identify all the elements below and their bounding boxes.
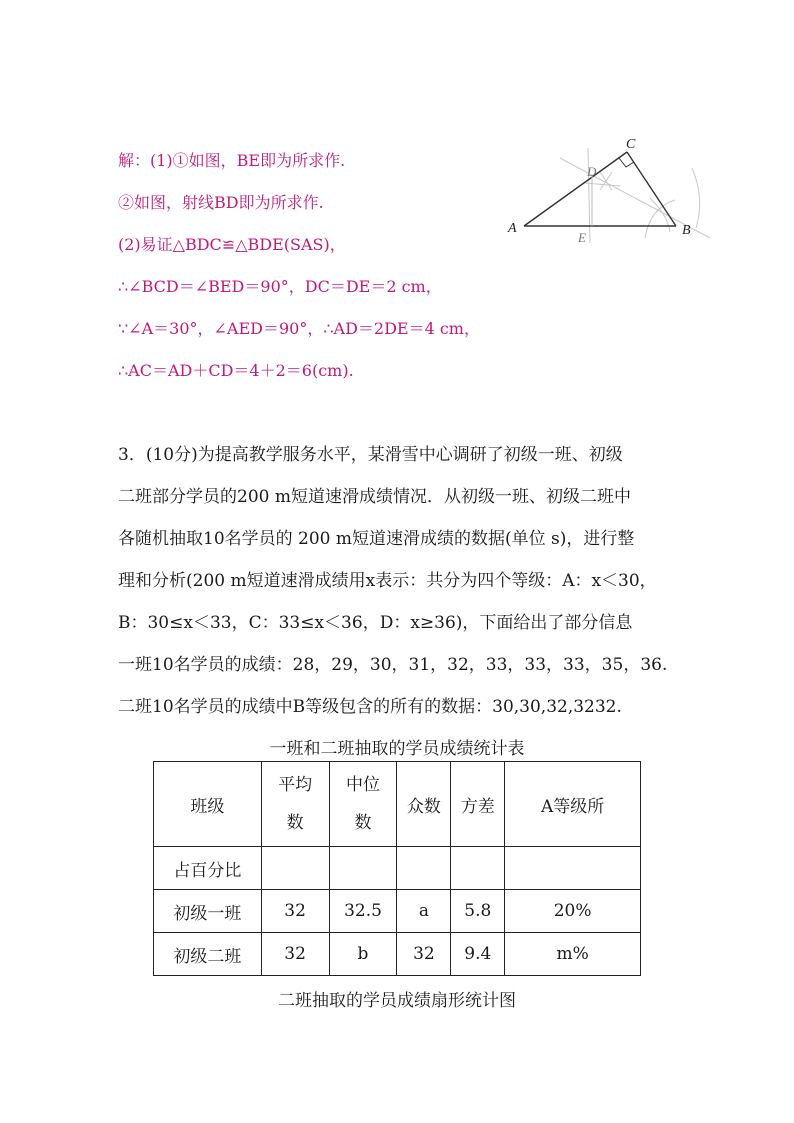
header-percent: 占百分比 [154, 847, 262, 890]
question-line-6: 一班10名学员的成绩：28，29，30，31，32，33，33，33，35，36. [118, 655, 668, 675]
solution-line-5: ∵∠A＝30°，∠AED＝90°，∴AD＝2DE＝4 cm， [118, 319, 480, 338]
label-e: E [578, 230, 586, 245]
chart-caption: 二班抽取的学员成绩扇形统计图 [278, 991, 516, 1011]
header-class: 班级 [154, 762, 262, 847]
cell-median: b [329, 933, 397, 976]
solution-line-1: 解：(1)①如图，BE即为所求作. [118, 151, 346, 170]
solution-line-4: ∴∠BCD＝∠BED＝90°，DC＝DE＝2 cm， [118, 277, 442, 296]
solution-line-6: ∴AC＝AD＋CD＝4＋2＝6(cm). [118, 361, 354, 380]
stats-table [153, 761, 641, 976]
cell-class: 初级二班 [154, 933, 262, 976]
cell-class: 初级一班 [154, 890, 262, 933]
triangle-construction-figure [500, 128, 710, 248]
solution-line-2: ②如图，射线BD即为所求作. [118, 193, 324, 212]
question-line-7: 二班10名学员的成绩中B等级包含的所有的数据：30,30,32,3232. [118, 697, 622, 717]
table-header-row-2 [154, 847, 641, 890]
question-line-2: 二班部分学员的200 m短道速滑成绩情况．从初级一班、初级二班中 [118, 487, 631, 507]
table-row [154, 933, 641, 976]
solution-line-3: (2)易证△BDC≌△BDE(SAS)， [118, 235, 346, 254]
table-row [154, 890, 641, 933]
header-mode: 众数 [397, 762, 451, 847]
cell-variance: 9.4 [451, 933, 505, 976]
cell-variance: 5.8 [451, 890, 505, 933]
cell-mode: a [397, 890, 451, 933]
question-line-4: 理和分析(200 m短道速滑成绩用x表示：共分为四个等级：A：x＜30， [118, 571, 657, 591]
question-line-3: 各随机抽取10名学员的 200 m短道速滑成绩的数据(单位 s)，进行整 [118, 529, 635, 549]
side-bc [627, 152, 676, 226]
table-header-row [154, 762, 641, 847]
header-a-share: A等级所 [505, 762, 641, 847]
cell-mean: 32 [261, 890, 329, 933]
cell-mean: 32 [261, 933, 329, 976]
cell-median: 32.5 [329, 890, 397, 933]
header-median: 中位 数 [329, 762, 397, 847]
cell-a-share: 20% [505, 890, 641, 933]
label-b: B [682, 223, 691, 238]
header-mean: 平均 数 [261, 762, 329, 847]
label-a: A [508, 221, 517, 236]
cell-a-share: m% [505, 933, 641, 976]
label-d: D [587, 164, 597, 179]
question-line-5: B：30≤x＜33，C：33≤x＜36，D：x≥36)，下面给出了部分信息 [118, 613, 633, 633]
question-line-1: 3．(10分)为提高教学服务水平，某滑雪中心调研了初级一班、初级 [118, 445, 623, 465]
table-caption: 一班和二班抽取的学员成绩统计表 [269, 739, 525, 759]
label-c: C [626, 137, 636, 152]
cell-mode: 32 [397, 933, 451, 976]
header-variance: 方差 [451, 762, 505, 847]
